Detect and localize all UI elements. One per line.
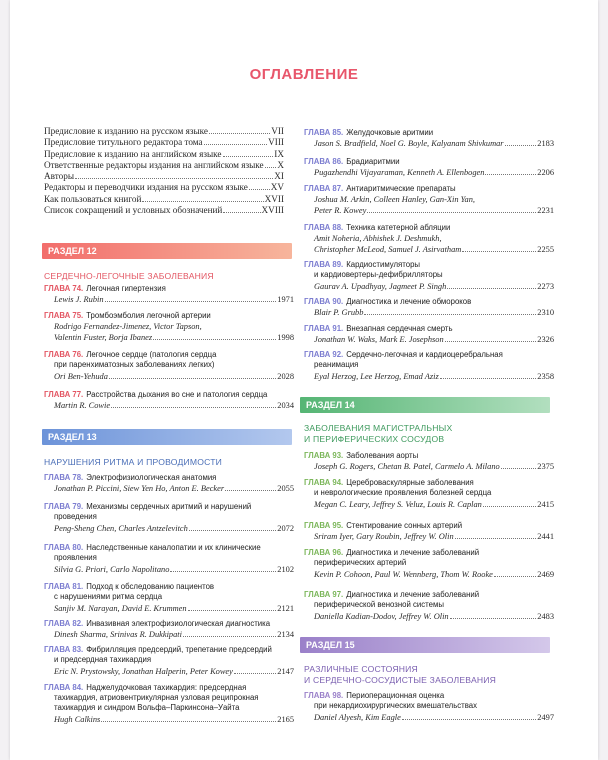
front-matter-page: XV: [270, 182, 284, 193]
front-matter-item[interactable]: [44, 182, 284, 193]
chapter-number: ГЛАВА 82.: [44, 619, 84, 628]
chapter-authors: Sriram Iyer, Gary Roubin, Jeffrey W. Olin: [314, 532, 454, 541]
section-14-title: ЗАБОЛЕВАНИЯ МАГИСТРАЛЬНЫХ: [304, 423, 453, 433]
chapter-page: 2134: [277, 630, 294, 639]
chapter-page: 2206: [537, 168, 554, 177]
section-label: РАЗДЕЛ 15: [306, 640, 355, 650]
chapter-title-cont: тахикардия, атриовентрикулярная узловая реципрокная: [54, 693, 259, 702]
chapter-page: 2469: [537, 570, 554, 579]
chapter-97[interactable]: [304, 590, 554, 623]
chapter-number: ГЛАВА 91.: [304, 324, 344, 333]
chapter-number: ГЛАВА 84.: [44, 683, 84, 692]
front-matter-page: XVIII: [261, 205, 284, 216]
front-matter-list: [44, 126, 284, 216]
front-matter-label: Предисловие к изданию на русском языке: [44, 126, 208, 136]
leader-dots: [142, 201, 263, 202]
front-matter-page: XVII: [264, 193, 284, 204]
front-matter-item[interactable]: [44, 160, 284, 171]
chapter-title: Наджелудочковая тахикардия: предсердная: [86, 683, 247, 692]
chapter-title: Фибрилляция предсердий, трепетание предсердий: [86, 645, 272, 654]
section-label: РАЗДЕЛ 13: [48, 432, 97, 442]
chapter-title: Стентирование сонных артерий: [346, 521, 463, 530]
chapter-authors: Joshua M. Arkin, Colleen Hanley, Gan-Xin Yan,: [314, 195, 475, 204]
chapter-title: Желудочковые аритмии: [346, 128, 434, 137]
chapter-title-cont: с нарушениями ритма сердца: [54, 592, 163, 601]
chapter-title: Инвазивная электрофизиологическая диагностика: [86, 619, 271, 628]
chapter-title: Антиаритмические препараты: [346, 184, 456, 193]
chapter-83[interactable]: [44, 645, 294, 678]
section-15-title: РАЗЛИЧНЫЕ СОСТОЯНИЯ: [304, 664, 418, 674]
chapter-title-cont: при некардиохирургических вмешательствах: [314, 701, 478, 710]
leader-dots: [223, 212, 260, 213]
chapter-number: ГЛАВА 96.: [304, 548, 344, 557]
chapter-authors: Eyal Herzog, Lee Herzog, Emad Aziz: [314, 372, 439, 381]
leader-dots: [209, 133, 270, 134]
chapter-title: Диагностика и лечение заболеваний: [346, 548, 480, 557]
chapter-authors: Ori Ben-Yehuda: [54, 372, 108, 381]
chapter-authors: Blair P. Grubb: [314, 308, 364, 317]
leader-dots: [204, 144, 268, 145]
chapter-authors: Martin R. Cowie: [54, 401, 111, 410]
chapter-authors: Gaurav A. Upadhyay, Jagmeet P. Singh: [314, 282, 447, 291]
chapter-number: ГЛАВА 98.: [304, 691, 344, 700]
chapter-page: 2415: [537, 500, 554, 509]
chapter-authors: Lewis J. Rubin: [54, 295, 104, 304]
front-matter-page: XI: [274, 171, 284, 182]
chapter-86[interactable]: [304, 157, 554, 179]
section-14-title-cont: И ПЕРИФЕРИЧЕСКИХ СОСУДОВ: [304, 434, 445, 444]
section-12-bar[interactable]: [42, 243, 292, 259]
chapter-page: 2028: [277, 372, 294, 381]
chapter-title: Подход к обследованию пациентов: [86, 582, 215, 591]
chapter-title-cont: при паренхиматозных заболеваниях легких): [54, 360, 215, 369]
chapter-authors: Hugh Calkins: [54, 715, 101, 724]
chapter-authors: Amit Noheria, Abhishek J. Deshmukh,: [314, 234, 442, 243]
chapter-number: ГЛАВА 77.: [44, 390, 84, 399]
chapter-page: 2231: [537, 205, 554, 215]
chapter-78[interactable]: [44, 473, 294, 495]
chapter-authors: Jason S. Bradfield, Noel G. Boyle, Kalyanam Shivkumar: [314, 139, 504, 148]
chapter-title: Электрофизиологическая анатомия: [86, 473, 217, 482]
chapter-title: Расстройства дыхания во сне и патология сердца: [86, 390, 268, 399]
chapter-authors: Daniel Alyesh, Kim Eagle: [314, 713, 401, 722]
chapter-authors: Dinesh Sharma, Srinivas R. Dukkipati: [54, 630, 182, 639]
chapter-title: Легочное сердце (патология сердца: [86, 350, 217, 359]
chapter-title: Брадиаритмии: [346, 157, 400, 166]
chapter-title-cont: проведения: [54, 512, 97, 521]
front-matter-page: VIII: [268, 137, 284, 148]
chapter-77[interactable]: [44, 390, 294, 412]
chapter-number: ГЛАВА 94.: [304, 478, 344, 487]
chapter-page: 2441: [537, 532, 554, 541]
chapter-80[interactable]: [44, 543, 294, 576]
chapter-90[interactable]: [304, 297, 554, 319]
leader-dots: [249, 189, 270, 190]
chapter-page: 2255: [537, 244, 554, 254]
chapter-84[interactable]: [44, 683, 294, 726]
chapter-96[interactable]: [304, 548, 554, 581]
chapter-number: ГЛАВА 92.: [304, 350, 344, 359]
chapter-number: ГЛАВА 80.: [44, 543, 84, 552]
chapter-page: 2183: [537, 139, 554, 148]
chapter-page: 1971: [277, 295, 294, 304]
chapter-91[interactable]: [304, 324, 554, 346]
front-matter-label: Ответственные редакторы издания на английском языке: [44, 159, 264, 170]
front-matter-label: Предисловие к изданию на английском языке: [44, 148, 222, 159]
chapter-page: 2121: [277, 604, 294, 613]
chapter-authors: Rodrigo Fernandez-Jimenez, Victor Tapson,: [54, 322, 202, 331]
section-label: РАЗДЕЛ 14: [306, 400, 355, 410]
chapter-95[interactable]: [304, 521, 554, 543]
chapter-page: 2273: [537, 282, 554, 291]
chapter-page: 2310: [537, 308, 554, 317]
chapter-75[interactable]: [44, 311, 294, 343]
chapter-page: 2072: [277, 524, 294, 533]
chapter-88[interactable]: [304, 223, 554, 255]
chapter-title: Диагностика и лечение заболеваний: [346, 590, 480, 599]
chapter-title: Диагностика и лечение обмороков: [346, 297, 472, 306]
chapter-title: Тромбоэмболия легочной артерии: [86, 311, 211, 320]
chapter-authors: Jonathan P. Piccini, Siew Yen Ho, Anton E. Becker: [54, 484, 225, 493]
chapter-page: 2375: [537, 462, 554, 471]
chapter-title: Кардиостимуляторы: [346, 260, 421, 269]
section-14-bar[interactable]: [300, 397, 550, 413]
chapter-94[interactable]: [304, 478, 554, 511]
chapter-authors: Megan C. Leary, Jeffrey S. Veluz, Louis R. Caplan: [314, 500, 482, 509]
chapter-title: Периоперационная оценка: [346, 691, 445, 700]
chapter-title: Цереброваскулярные заболевания: [346, 478, 474, 487]
chapter-number: ГЛАВА 85.: [304, 128, 344, 137]
chapter-79[interactable]: [44, 502, 294, 535]
chapter-number: ГЛАВА 87.: [304, 184, 344, 193]
chapter-number: ГЛАВА 86.: [304, 157, 344, 166]
front-matter-page: X: [277, 159, 284, 170]
section-15-title-cont: И СЕРДЕЧНО-СОСУДИСТЫЕ ЗАБОЛЕВАНИЯ: [304, 675, 497, 685]
leader-dots: [265, 167, 277, 168]
front-matter-item[interactable]: [44, 171, 284, 182]
section-12-title: СЕРДЕЧНО-ЛЕГОЧНЫЕ ЗАБОЛЕВАНИЯ: [44, 271, 214, 281]
chapter-number: ГЛАВА 95.: [304, 521, 344, 530]
chapter-page: 2165: [277, 715, 294, 724]
chapter-number: ГЛАВА 93.: [304, 451, 344, 460]
chapter-85[interactable]: [304, 128, 554, 150]
chapter-authors: Jonathan W. Waks, Mark E. Josephson: [314, 335, 444, 344]
chapter-page: 2147: [277, 667, 294, 676]
section-label: РАЗДЕЛ 12: [48, 246, 97, 256]
chapter-page: 2483: [537, 612, 554, 621]
chapter-authors: Valentin Fuster, Borja Ibanez: [54, 332, 153, 342]
chapter-98[interactable]: [304, 691, 554, 724]
leader-dots: [223, 156, 274, 157]
chapter-title-cont: тахикардия и синдром Вольфа–Паркинсона–Уайта: [54, 703, 240, 712]
section-13-bar[interactable]: [42, 429, 292, 445]
chapter-number: ГЛАВА 76.: [44, 350, 84, 359]
front-matter-item[interactable]: [44, 205, 284, 216]
chapter-title: Сердечно-легочная и кардиоцеребральная: [346, 350, 503, 359]
chapter-page: 2497: [537, 713, 554, 722]
chapter-page: 2034: [277, 401, 294, 410]
chapter-number: ГЛАВА 88.: [304, 223, 344, 232]
chapter-title-cont: периферических артерий: [314, 558, 407, 567]
chapter-title: Наследственные каналопатии и их клинические: [86, 543, 261, 552]
chapter-74[interactable]: [44, 284, 294, 306]
chapter-93[interactable]: [304, 451, 554, 473]
front-matter-label: Предисловие титульного редактора тома: [44, 137, 203, 148]
chapter-authors: Pugazhendhi Vijayaraman, Kenneth A. Ellenbogen: [314, 168, 485, 177]
chapter-authors: Christopher McLeod, Samuel J. Asirvatham: [314, 244, 462, 254]
front-matter-page: VII: [271, 126, 284, 136]
chapter-authors: Peng-Sheng Chen, Charles Antzelevitch: [54, 524, 188, 533]
chapter-number: ГЛАВА 97.: [304, 590, 344, 599]
chapter-title: Заболевания аорты: [346, 451, 419, 460]
front-matter-label: Редакторы и переводчики издания на русском языке: [44, 182, 248, 193]
front-matter-item[interactable]: [44, 137, 284, 148]
chapter-authors: Peter R. Kowey: [314, 205, 367, 215]
chapter-number: ГЛАВА 74.: [44, 284, 84, 293]
chapter-title: Механизмы сердечных аритмий и нарушений: [86, 502, 252, 511]
chapter-page: 1998: [277, 332, 294, 342]
chapter-page: 2102: [277, 565, 294, 574]
chapter-title: Техника катетерной абляции: [346, 223, 451, 232]
chapter-page: 2326: [537, 335, 554, 344]
section-15-bar[interactable]: [300, 637, 550, 653]
chapter-authors: Eric N. Prystowsky, Jonathan Halperin, Peter Kowey: [54, 667, 233, 676]
page-title: ОГЛАВЛЕНИЕ: [249, 66, 359, 83]
chapter-number: ГЛАВА 90.: [304, 297, 344, 306]
chapter-title-cont: и кардиовертеры-дефибрилляторы: [314, 270, 443, 279]
chapter-89[interactable]: [304, 260, 554, 293]
chapter-page: 2358: [537, 372, 554, 381]
chapter-number: ГЛАВА 81.: [44, 582, 84, 591]
front-matter-item[interactable]: [44, 194, 284, 205]
chapter-92[interactable]: [304, 350, 554, 383]
front-matter-page: IX: [274, 148, 284, 159]
front-matter-item[interactable]: [44, 149, 284, 160]
chapter-81[interactable]: [44, 582, 294, 615]
front-matter-label: Как пользоваться книгой: [44, 193, 142, 204]
chapter-number: ГЛАВА 79.: [44, 502, 84, 511]
front-matter-item[interactable]: [44, 126, 284, 137]
chapter-title-cont: и неврологические проявления болезней сердца: [314, 488, 492, 497]
chapter-title-cont: реанимация: [314, 360, 359, 369]
chapter-76[interactable]: [44, 350, 294, 383]
front-matter-label: Авторы: [44, 171, 74, 182]
chapter-authors: Sanjiv M. Narayan, David E. Krummen: [54, 604, 187, 613]
chapter-title-cont: и предсердная тахикардия: [54, 655, 152, 664]
front-matter-label: Список сокращений и условных обозначений: [44, 205, 223, 216]
leader-dots: [75, 178, 273, 179]
chapter-number: ГЛАВА 89.: [304, 260, 344, 269]
chapter-82[interactable]: [44, 619, 294, 641]
section-13-title: НАРУШЕНИЯ РИТМА И ПРОВОДИМОСТИ: [44, 457, 223, 467]
chapter-authors: Kevin P. Cohoon, Paul W. Wennberg, Thom W. Rooke: [314, 570, 493, 579]
chapter-number: ГЛАВА 75.: [44, 311, 84, 320]
chapter-number: ГЛАВА 83.: [44, 645, 84, 654]
chapter-title: Внезапная сердечная смерть: [346, 324, 453, 333]
chapter-87[interactable]: [304, 184, 554, 216]
chapter-title-cont: периферической венозной системы: [314, 600, 444, 609]
chapter-number: ГЛАВА 78.: [44, 473, 84, 482]
chapter-authors: Silvia G. Priori, Carlo Napolitano: [54, 565, 170, 574]
chapter-page: 2055: [277, 484, 294, 493]
chapter-title: Легочная гипертензия: [86, 284, 166, 293]
chapter-title-cont: проявления: [54, 553, 97, 562]
chapter-authors: Joseph G. Rogers, Chetan B. Patel, Carmelo A. Milano: [314, 462, 500, 471]
chapter-authors: Daniella Kadian-Dodov, Jeffrey W. Olin: [314, 612, 449, 621]
